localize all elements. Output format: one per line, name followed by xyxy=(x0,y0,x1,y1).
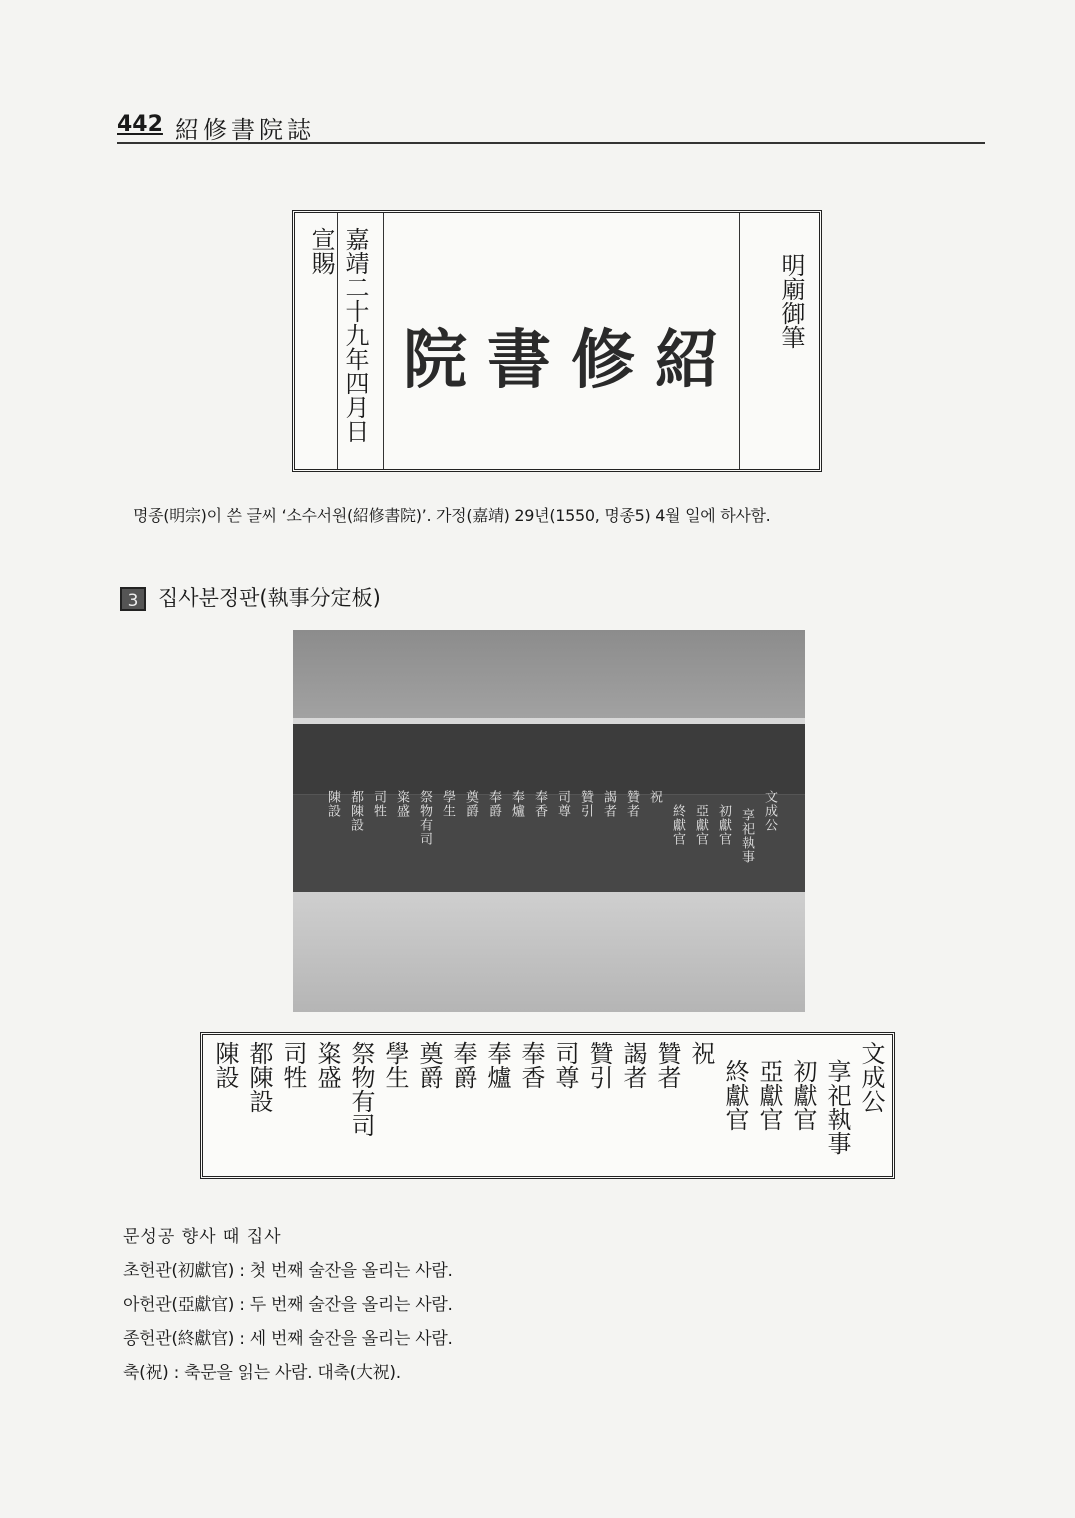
section-number: 3 xyxy=(120,587,146,611)
text-column: 司牲 xyxy=(371,790,386,818)
text-column: 陳設 xyxy=(211,1041,239,1089)
header-rule xyxy=(117,142,985,144)
text-column: 奠爵 xyxy=(415,1041,443,1089)
text-column: 奉爐 xyxy=(509,790,524,818)
text-column: 奠爵 xyxy=(463,790,478,818)
photo-floor xyxy=(293,892,805,1012)
text-column: 祝 xyxy=(647,790,662,804)
text-column: 都陳設 xyxy=(348,790,363,832)
text-column: 終獻官 xyxy=(670,804,685,846)
text-column: 奉香 xyxy=(532,790,547,818)
text-column: 終獻官 xyxy=(721,1059,749,1131)
text-column: 贊引 xyxy=(585,1041,613,1089)
text-column: 文成公 xyxy=(762,790,777,832)
photo-wall xyxy=(293,630,805,720)
text-column: 享祀執事 xyxy=(823,1059,851,1155)
text-column: 奉爵 xyxy=(449,1041,477,1089)
text-column: 粢盛 xyxy=(313,1041,341,1089)
text-column: 司牲 xyxy=(279,1041,307,1089)
note-line: 종헌관(終獻官) : 세 번째 술잔을 올리는 사람. xyxy=(123,1329,453,1349)
note-line: 초헌관(初獻官) : 첫 번째 술잔을 올리는 사람. xyxy=(123,1261,453,1281)
photo-text-columns xyxy=(322,790,779,900)
photo-top-board xyxy=(293,724,805,795)
text-column: 學生 xyxy=(440,790,455,818)
text-column: 亞獻官 xyxy=(755,1059,783,1131)
text-column: 謁者 xyxy=(619,1041,647,1089)
text-column: 奉香 xyxy=(517,1041,545,1089)
transcription-plaque xyxy=(200,1032,895,1179)
notes-block xyxy=(123,1220,453,1390)
text-column: 贊引 xyxy=(578,790,593,818)
text-column: 都陳設 xyxy=(245,1041,273,1113)
note-line: 축(祝) : 축문을 읽는 사람. 대축(大祝). xyxy=(123,1363,401,1383)
plaque-main-title: 院書修紹 xyxy=(403,323,739,398)
text-column: 亞獻官 xyxy=(693,804,708,846)
text-column: 贊者 xyxy=(624,790,639,818)
transcription-columns xyxy=(208,1041,888,1177)
text-column: 奉爵 xyxy=(486,790,501,818)
notes-heading: 문성공 향사 때 집사 xyxy=(123,1227,282,1247)
book-title: 紹修書院誌 xyxy=(175,116,315,144)
text-column: 贊者 xyxy=(653,1041,681,1089)
section-heading xyxy=(120,582,381,612)
plaque-left-label: 宣賜 xyxy=(307,227,335,275)
text-column: 享祀執事 xyxy=(739,808,754,864)
text-column: 粢盛 xyxy=(394,790,409,818)
calligraphy-plaque xyxy=(292,210,822,472)
text-column: 學生 xyxy=(381,1041,409,1089)
text-column: 初獻官 xyxy=(789,1059,817,1131)
plaque-right-label: 明廟御筆 xyxy=(777,253,805,349)
text-column: 司尊 xyxy=(551,1041,579,1089)
note-line: 아헌관(亞獻官) : 두 번째 술잔을 올리는 사람. xyxy=(123,1295,453,1315)
text-column: 司尊 xyxy=(555,790,570,818)
plaque-caption: 명종(明宗)이 쓴 글씨 ‘소수서원(紹修書院)’. 가정(嘉靖) 29년(1550, 명종5) 4월 일에 하사함. xyxy=(133,506,771,525)
text-column: 祝 xyxy=(687,1041,715,1065)
text-column: 陳設 xyxy=(325,790,340,818)
section-title: 집사분정판(執事分定板) xyxy=(158,586,381,610)
board-photo xyxy=(293,630,805,1012)
page-number: 442 xyxy=(117,112,163,137)
text-column: 初獻官 xyxy=(716,804,731,846)
page-header xyxy=(117,108,985,144)
text-column: 奉爐 xyxy=(483,1041,511,1089)
text-column: 祭物有司 xyxy=(347,1041,375,1137)
text-column: 祭物有司 xyxy=(417,790,432,846)
text-column: 文成公 xyxy=(857,1041,885,1113)
text-column: 謁者 xyxy=(601,790,616,818)
plaque-date: 嘉靖二十九年四月日 xyxy=(341,227,369,443)
